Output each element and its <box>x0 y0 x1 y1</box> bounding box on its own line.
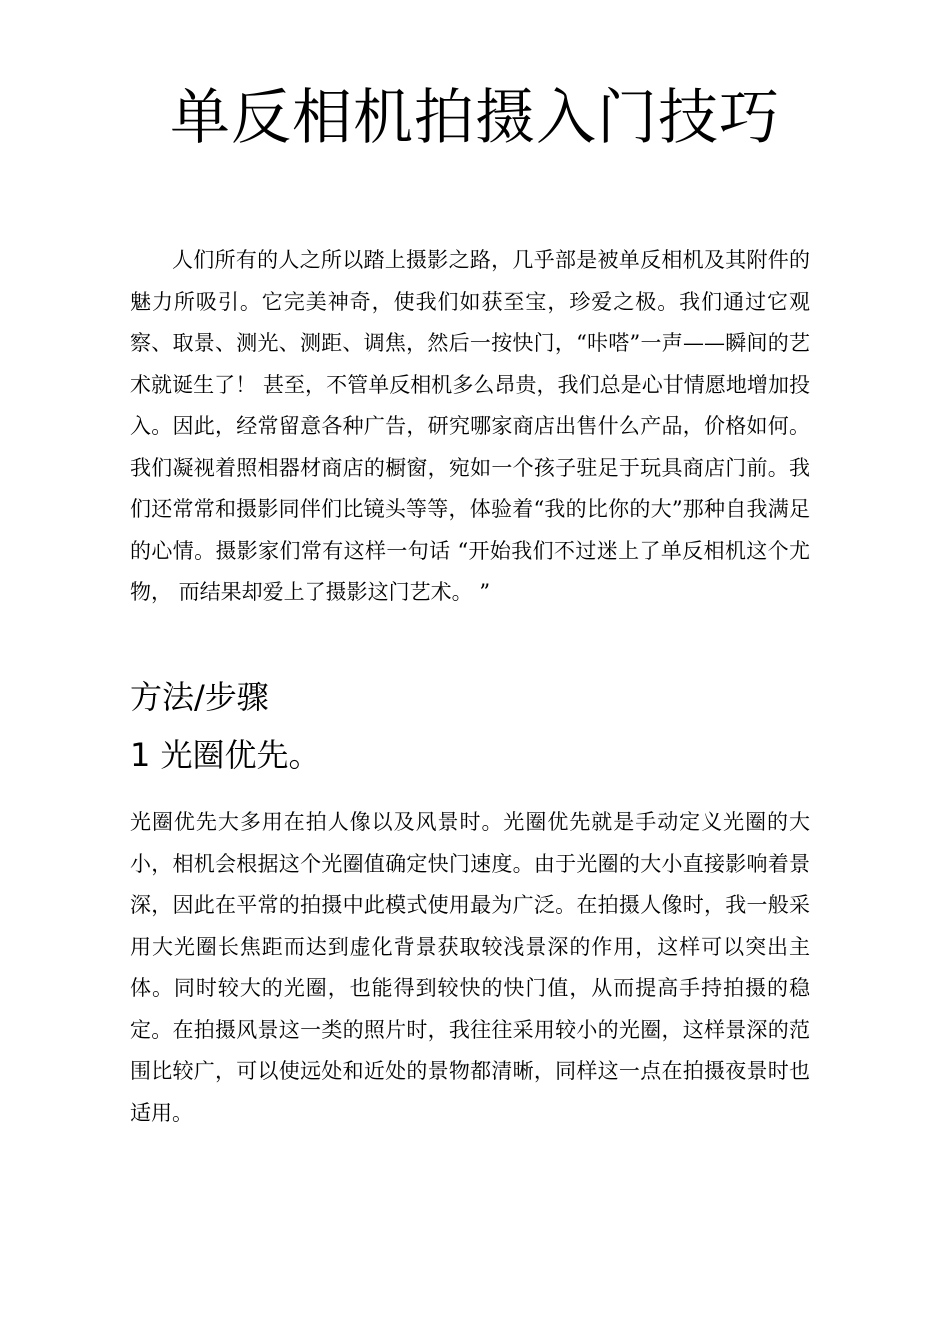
document-title: 单反相机拍摄入门技巧 <box>170 83 780 153</box>
intro-paragraph: 人们所有的人之所以踏上摄影之路，几乎部是被单反相机及其附件的魅力所吸引。它完美神奇，使我们如获至宝，珍爱之极。我们通过它观察、取景、测光、测距、调焦，然后一按快门，“咔嗒”一声——瞬间的艺术就诞生了！ 甚至，不管单反相机多么昂贵，我们总是心甘情愿地增加投入。因此，经常留意各种广告，研究哪家商店出售什么产品，价格如何。我们凝视着照相器材商店的橱窗，宛如一个孩子驻足于玩具商店门前。我们还常常和摄影同伴们比镜头等等，体验着“我的比你的大”那种自我满足的心情。摄影家们常有这样一句话 “开始我们不过迷上了单反相机这个尤物， 而结果却爱上了摄影这门艺术。 ” <box>130 248 810 604</box>
method-steps-heading: 方法/步骤 <box>130 678 269 716</box>
step-1-paragraph: 光圈优先大多用在拍人像以及风景时。光圈优先就是手动定义光圈的大小，相机会根据这个光圈值确定快门速度。由于光圈的大小直接影响着景深，因此在平常的拍摄中此模式使用最为广泛。在拍摄人像时，我一般采用大光圈长焦距而达到虚化背景获取较浅景深的作用，这样可以突出主体。同时较大的光圈，也能得到较快的快门值，从而提高手持拍摄的稳定。在拍摄风景这一类的照片时，我往往采用较小的光圈，这样景深的范围比较广，可以使远处和近处的景物都清晰，同样这一点在拍摄夜景时也适用。 <box>130 810 810 1125</box>
step-1-heading: 1 光圈优先。 <box>130 736 321 774</box>
